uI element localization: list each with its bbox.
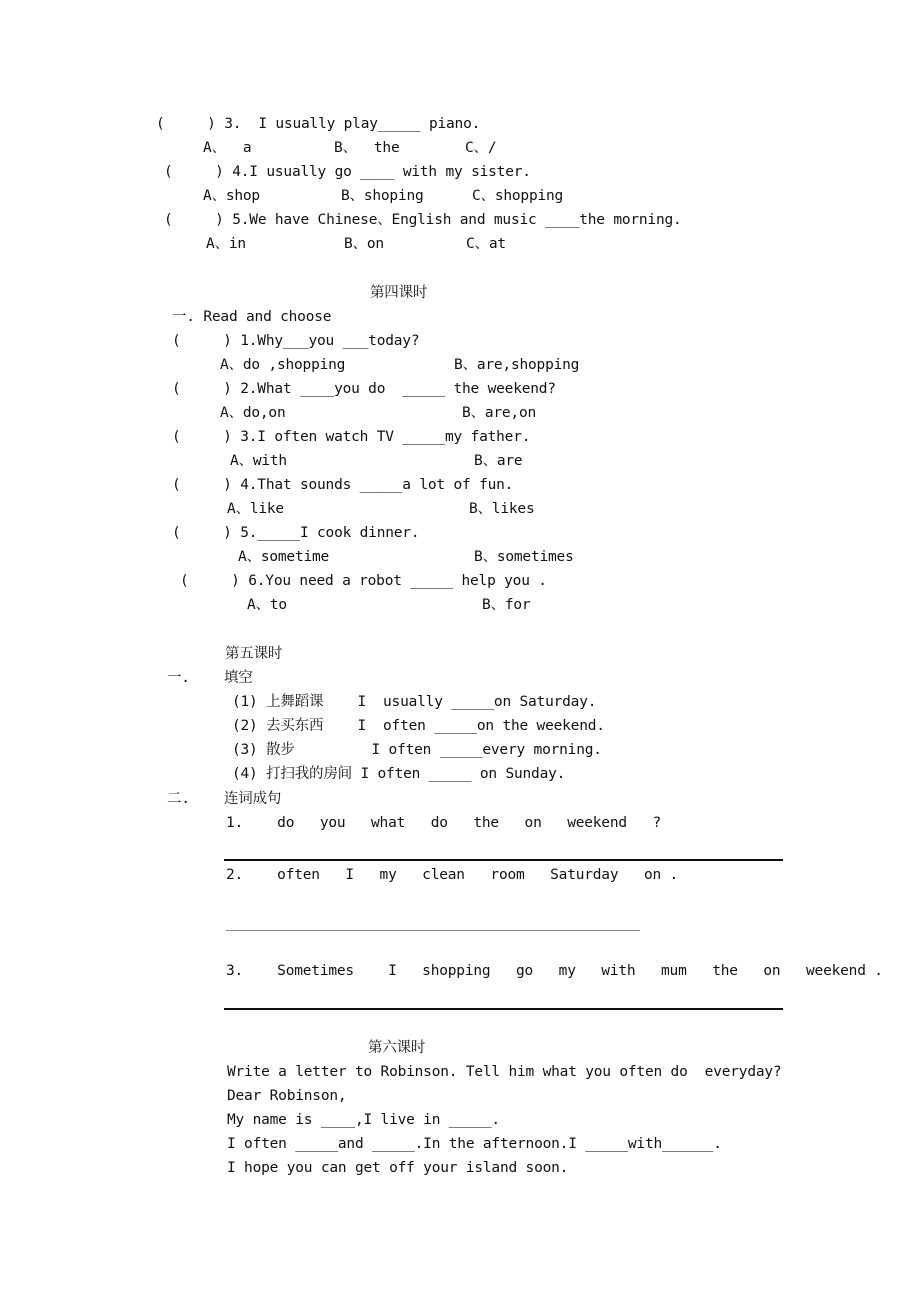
question-4-option-c: C、shopping	[472, 188, 564, 204]
l5-section-2-number: 二.	[167, 791, 190, 807]
l5-section-1-label: 填空	[224, 670, 253, 686]
question-4-stem: ( ) 4.I usually go ____ with my sister.	[164, 164, 531, 180]
l6-prompt: Write a letter to Robinson. Tell him what you often do everyday?	[227, 1064, 782, 1080]
lesson-4-section-heading: 一. Read and choose	[172, 309, 332, 325]
l6-line-2: I often _____and _____.In the afternoon.I _____with______.	[227, 1136, 722, 1152]
question-5-option-a: A、in	[206, 236, 246, 252]
l4-question-6-stem: ( ) 6.You need a robot _____ help you .	[180, 573, 547, 589]
answer-line-2	[226, 930, 640, 931]
l4-question-1-option-a: A、do ,shopping	[220, 357, 346, 373]
l6-line-3: I hope you can get off your island soon.	[227, 1160, 569, 1176]
l4-question-4-stem: ( ) 4.That sounds _____a lot of fun.	[172, 477, 514, 493]
l4-question-4-option-b: B、likes	[469, 501, 535, 517]
answer-line-3	[224, 1008, 783, 1010]
lesson-6-title: 第六课时	[368, 1040, 426, 1056]
l5-fill-1: (1) 上舞蹈课 I usually _____on Saturday.	[232, 694, 597, 710]
l4-question-6-option-b: B、for	[482, 597, 531, 613]
lesson-4-title: 第四课时	[370, 285, 428, 301]
l4-question-3-stem: ( ) 3.I often watch TV _____my father.	[172, 429, 531, 445]
l4-question-3-option-b: B、are	[474, 453, 523, 469]
l5-order-3: 3. Sometimes I shopping go my with mum the on weekend .	[226, 963, 883, 979]
question-3-option-b: B、 the	[334, 140, 400, 156]
question-5-option-b: B、on	[344, 236, 384, 252]
l4-question-6-option-a: A、to	[247, 597, 287, 613]
l5-section-2-label: 连词成句	[224, 791, 282, 807]
l4-question-4-option-a: A、like	[227, 501, 284, 517]
question-3-option-a: A、 a	[203, 140, 252, 156]
l5-order-1: 1. do you what do the on weekend ?	[226, 815, 662, 831]
question-5-option-c: C、at	[466, 236, 506, 252]
l4-question-5-option-a: A、sometime	[238, 549, 330, 565]
question-3-stem: ( ) 3. I usually play_____ piano.	[156, 116, 481, 132]
l5-section-1-number: 一.	[167, 670, 190, 686]
l5-fill-2: (2) 去买东西 I often _____on the weekend.	[232, 718, 605, 734]
l4-question-5-option-b: B、sometimes	[474, 549, 574, 565]
l4-question-1-stem: ( ) 1.Why___you ___today?	[172, 333, 420, 349]
question-4-option-b: B、shoping	[341, 188, 424, 204]
question-3-option-c: C、/	[465, 140, 497, 156]
question-4-option-a: A、shop	[203, 188, 260, 204]
l4-question-1-option-b: B、are,shopping	[454, 357, 580, 373]
l6-greeting: Dear Robinson,	[227, 1088, 347, 1104]
l5-order-2: 2. often I my clean room Saturday on .	[226, 867, 679, 883]
l4-question-2-option-b: B、are,on	[462, 405, 537, 421]
l5-fill-3: (3) 散步 I often _____every morning.	[232, 742, 602, 758]
question-5-stem: ( ) 5.We have Chinese、English and music ____the morning.	[164, 212, 682, 228]
l5-fill-4: (4) 打扫我的房间 I often _____ on Sunday.	[232, 766, 566, 782]
l6-line-1: My name is ____,I live in _____.	[227, 1112, 500, 1128]
l4-question-2-option-a: A、do,on	[220, 405, 286, 421]
lesson-5-title: 第五课时	[225, 646, 283, 662]
l4-question-2-stem: ( ) 2.What ____you do _____ the weekend?	[172, 381, 556, 397]
l4-question-5-stem: ( ) 5._____I cook dinner.	[172, 525, 420, 541]
l4-question-3-option-a: A、with	[230, 453, 287, 469]
answer-line-1	[224, 859, 783, 861]
